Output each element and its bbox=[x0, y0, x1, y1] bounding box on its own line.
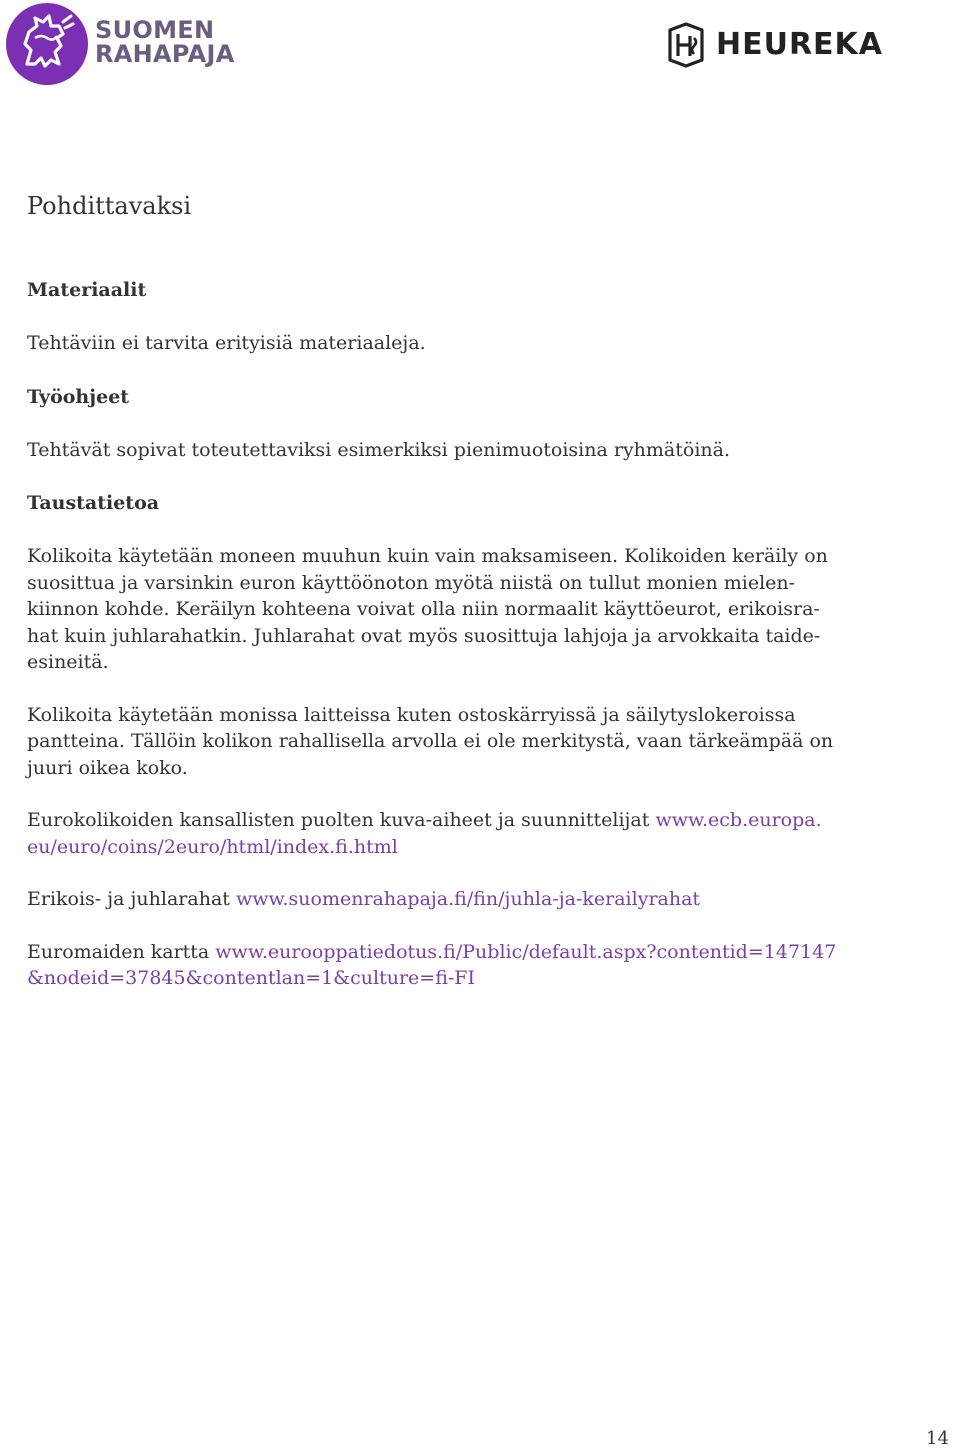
text-line: pantteina. Tällöin kolikon rahallisella arvolla ei ole merkitystä, vaan tärkeämpää on bbox=[27, 730, 834, 752]
text-line: Kolikoita käytetään moneen muuhun kuin vain maksamiseen. Kolikoiden keräily on bbox=[27, 545, 828, 567]
text-line: hat kuin juhlarahatkin. Juhlarahat ovat myös suosittuja lahjoja ja arvokkaita taide- bbox=[27, 624, 821, 647]
commemorative-coins-paragraph bbox=[27, 886, 887, 913]
text-line: kiinnon kohde. Keräilyn kohteena voivat olla niin normaalit käyttöeurot, erikoisra- bbox=[27, 598, 820, 620]
suomenrahapaja-link[interactable]: www.suomenrahapaja.fi/fin/juhla-ja-kerailyrahat bbox=[235, 888, 701, 910]
brand-name bbox=[95, 18, 235, 66]
suomen-rahapaja-logo[interactable] bbox=[5, 2, 245, 86]
instructions-text: Tehtävät sopivat toteutettaviksi esimerkiksi pienimuotoisina ryhmätöinä. bbox=[27, 438, 731, 461]
heureka-mark-icon bbox=[664, 22, 708, 68]
section-heading-instructions: Työohjeet bbox=[27, 385, 130, 408]
text-line: Kolikoita käytetään monissa laitteissa kuten ostoskärryissä ja säilytyslokeroissa bbox=[27, 703, 796, 726]
euro-map-paragraph bbox=[27, 939, 887, 992]
brand-line1: SUOMEN bbox=[95, 16, 215, 44]
background-paragraph-2 bbox=[27, 702, 887, 782]
background-paragraph-1 bbox=[27, 543, 887, 676]
section-heading-background: Taustatietoa bbox=[27, 492, 160, 514]
euro-map-label: Euromaiden kartta bbox=[27, 940, 216, 963]
document-body bbox=[27, 188, 887, 992]
section-heading-materials: Materiaalit bbox=[27, 279, 147, 301]
heureka-logo[interactable] bbox=[664, 22, 894, 68]
eurooppatiedotus-link[interactable]: www.eurooppatiedotus.fi/Public/default.aspx?contentid=147147 bbox=[215, 940, 837, 963]
ecb-link[interactable]: www.ecb.europa. bbox=[655, 809, 822, 831]
coin-designs-paragraph bbox=[27, 807, 887, 860]
heureka-wordmark: HEUREKA bbox=[716, 27, 884, 62]
page-number: 14 bbox=[926, 1428, 949, 1449]
text-line: esineitä. bbox=[27, 651, 109, 673]
coin-designs-label: Eurokolikoiden kansallisten puolten kuva-aiheet ja suunnittelijat bbox=[27, 809, 656, 831]
text-line: juuri oikea koko. bbox=[27, 756, 188, 779]
commemorative-coins-label: Erikois- ja juhlarahat bbox=[27, 888, 236, 910]
lion-seal-icon bbox=[5, 2, 89, 86]
brand-line2: RAHAPAJA bbox=[95, 40, 235, 68]
ecb-link-continued[interactable]: eu/euro/coins/2euro/html/index.fi.html bbox=[27, 835, 398, 858]
page-header bbox=[0, 0, 960, 100]
page-title: Pohdittavaksi bbox=[27, 192, 192, 220]
materials-text: Tehtäviin ei tarvita erityisiä materiaaleja. bbox=[27, 332, 426, 354]
text-line: suosittua ja varsinkin euron käyttöönoton myötä niistä on tullut monien mielen- bbox=[27, 571, 796, 594]
eurooppatiedotus-link-continued[interactable]: &nodeid=37845&contentlan=1&culture=fi-FI bbox=[27, 967, 475, 989]
